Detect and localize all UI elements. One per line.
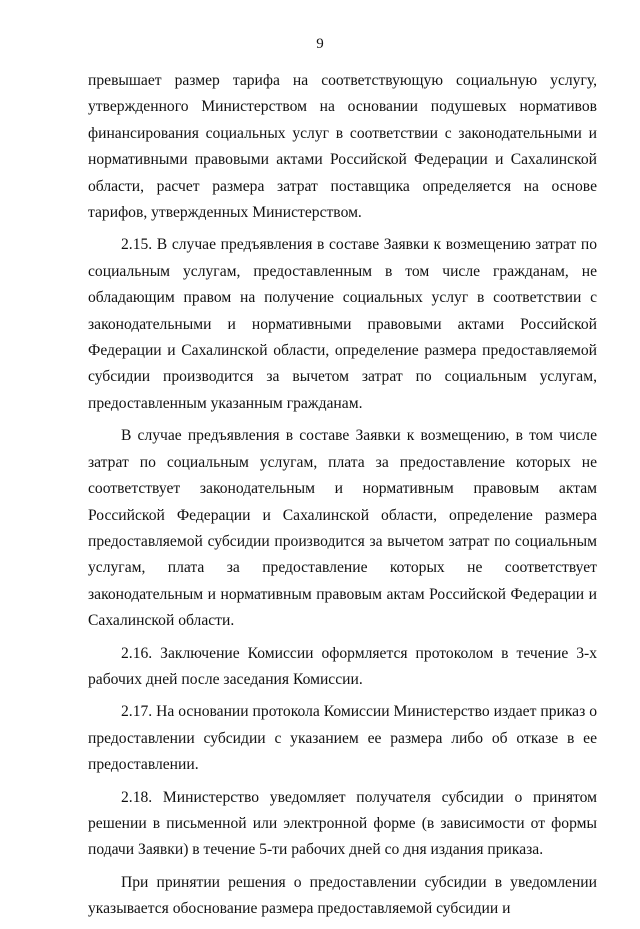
paragraph-2-18: 2.18. Министерство уведомляет получателя субсидии о принятом решении в письменной или электронной форме (в зависимости от формы подачи Заявки) в течение 5-ти рабочих дней со дня издания приказа.	[88, 788, 597, 859]
paragraph-2-16: 2.16. Заключение Комиссии оформляется протоколом в течение 3-х рабочих дней после заседания Комиссии.	[88, 644, 597, 688]
paragraph-2-15: 2.15. В случае предъявления в составе Заявки к возмещению затрат по социальным услугам, предоставленным в том числе гражданам, не обладающим правом на получение социальных услуг в соответствии с законодательными и нормативными правовыми актами Российской Федерации и Сахалинской области, определение размера предоставляемой субсидии производится за вычетом затрат по социальным услугам, предоставленным указанным гражданам.	[88, 236, 597, 412]
paragraph-2-17: 2.17. На основании протокола Комиссии Министерство издает приказ о предоставлении субсидии с указанием ее размера либо об отказе в ее предоставлении.	[88, 703, 597, 774]
document-body	[88, 68, 597, 929]
paragraph-2-15-addendum: В случае предъявления в составе Заявки к возмещению, в том числе затрат по социальным услугам, плата за предоставление которых не соответствует законодательным и нормативным правовым актам Российской Федерации и Сахалинской области, определение размера предоставляемой субсидии производится за вычетом затрат по социальным услугам, плата за предоставление которых не соответствует законодательным и нормативным правовым актам Российской Федерации и Сахалинской области.	[88, 427, 597, 630]
paragraph-2-18-addendum: При принятии решения о предоставлении субсидии в уведомлении указывается обоснование размера предоставляемой субсидии и	[88, 873, 597, 918]
paragraph-continuation: превышает размер тарифа на соответствующую социальную услугу, утвержденного Министерством на основании подушевых нормативов финансирования социальных услуг в соответствии с законодательными и нормативными правовыми актами Российской Федерации и Сахалинской области, расчет размера затрат поставщика определяется на основе тарифов, утвержденных Министерством.	[88, 72, 597, 222]
page-number: 9	[316, 36, 324, 52]
